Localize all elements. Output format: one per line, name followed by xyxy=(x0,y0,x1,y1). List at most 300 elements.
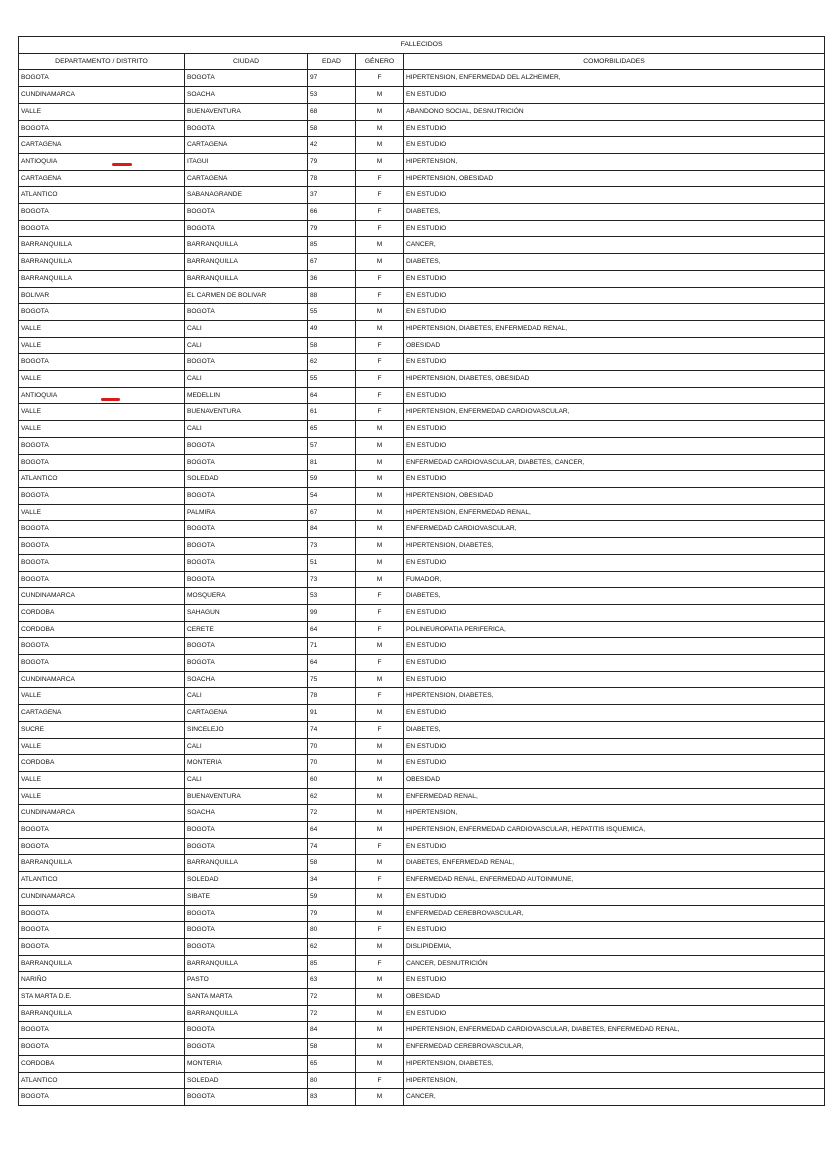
cell-genero: M xyxy=(356,805,404,822)
cell-departamento: BOGOTA xyxy=(19,938,185,955)
cell-edad: 66 xyxy=(308,204,356,221)
table-row xyxy=(19,989,825,1006)
highlight-mark xyxy=(112,163,132,166)
cell-departamento: VALLE xyxy=(19,771,185,788)
cell-comorbilidades: EN ESTUDIO xyxy=(404,354,825,371)
cell-comorbilidades: DIABETES, xyxy=(404,588,825,605)
cell-comorbilidades: POLINEUROPATIA PERIFERICA, xyxy=(404,621,825,638)
cell-edad: 74 xyxy=(308,721,356,738)
cell-ciudad: SOACHA xyxy=(185,671,308,688)
cell-genero: M xyxy=(356,771,404,788)
cell-ciudad: BOGOTA xyxy=(185,487,308,504)
cell-genero: M xyxy=(356,137,404,154)
table-row xyxy=(19,905,825,922)
cell-ciudad: BOGOTA xyxy=(185,120,308,137)
cell-genero: F xyxy=(356,588,404,605)
cell-comorbilidades: EN ESTUDIO xyxy=(404,287,825,304)
table-row xyxy=(19,103,825,120)
cell-ciudad: BOGOTA xyxy=(185,822,308,839)
cell-genero: F xyxy=(356,220,404,237)
cell-genero: M xyxy=(356,738,404,755)
table-row xyxy=(19,955,825,972)
table-row xyxy=(19,487,825,504)
cell-ciudad: BOGOTA xyxy=(185,220,308,237)
cell-departamento: VALLE xyxy=(19,788,185,805)
cell-edad: 84 xyxy=(308,521,356,538)
cell-genero: F xyxy=(356,371,404,388)
table-row xyxy=(19,354,825,371)
cell-comorbilidades: DIABETES, xyxy=(404,254,825,271)
cell-ciudad: MONTERIA xyxy=(185,1055,308,1072)
cell-ciudad: CALI xyxy=(185,320,308,337)
cell-ciudad: CALI xyxy=(185,688,308,705)
cell-ciudad: BUENAVENTURA xyxy=(185,103,308,120)
cell-edad: 51 xyxy=(308,554,356,571)
table-row xyxy=(19,287,825,304)
cell-edad: 75 xyxy=(308,671,356,688)
cell-edad: 36 xyxy=(308,270,356,287)
cell-ciudad: BOGOTA xyxy=(185,1089,308,1106)
header-ciudad: CIUDAD xyxy=(185,53,308,70)
cell-ciudad: BOGOTA xyxy=(185,304,308,321)
table-row xyxy=(19,270,825,287)
cell-departamento: VALLE xyxy=(19,504,185,521)
cell-ciudad: BARRANQUILLA xyxy=(185,270,308,287)
cell-edad: 61 xyxy=(308,404,356,421)
table-row xyxy=(19,237,825,254)
deaths-table-sheet xyxy=(18,36,824,1106)
table-row xyxy=(19,655,825,672)
cell-departamento: CORDOBA xyxy=(19,1055,185,1072)
cell-ciudad: PASTO xyxy=(185,972,308,989)
cell-edad: 57 xyxy=(308,437,356,454)
cell-ciudad: BOGOTA xyxy=(185,70,308,87)
cell-ciudad: SOLEDAD xyxy=(185,471,308,488)
cell-ciudad: CALI xyxy=(185,771,308,788)
cell-departamento: BARRANQUILLA xyxy=(19,1005,185,1022)
cell-comorbilidades: EN ESTUDIO xyxy=(404,421,825,438)
cell-comorbilidades: EN ESTUDIO xyxy=(404,655,825,672)
cell-departamento: BOGOTA xyxy=(19,922,185,939)
cell-genero: M xyxy=(356,822,404,839)
cell-comorbilidades: EN ESTUDIO xyxy=(404,755,825,772)
cell-edad: 55 xyxy=(308,371,356,388)
cell-departamento: BOGOTA xyxy=(19,204,185,221)
cell-genero: M xyxy=(356,755,404,772)
cell-ciudad: CERETE xyxy=(185,621,308,638)
cell-comorbilidades: ENFERMEDAD CARDIOVASCULAR, xyxy=(404,521,825,538)
cell-genero: M xyxy=(356,705,404,722)
cell-edad: 79 xyxy=(308,153,356,170)
cell-comorbilidades: EN ESTUDIO xyxy=(404,471,825,488)
cell-ciudad: SOACHA xyxy=(185,87,308,104)
cell-departamento: BOGOTA xyxy=(19,1089,185,1106)
cell-ciudad: SOLEDAD xyxy=(185,872,308,889)
table-row xyxy=(19,721,825,738)
cell-genero: M xyxy=(356,437,404,454)
table-row xyxy=(19,538,825,555)
table-row xyxy=(19,404,825,421)
cell-edad: 64 xyxy=(308,822,356,839)
table-row xyxy=(19,788,825,805)
cell-departamento: CORDOBA xyxy=(19,755,185,772)
cell-genero: M xyxy=(356,487,404,504)
cell-departamento: CUNDINAMARCA xyxy=(19,671,185,688)
cell-comorbilidades: HIPERTENSION, DIABETES, xyxy=(404,688,825,705)
table-row xyxy=(19,504,825,521)
cell-ciudad: CALI xyxy=(185,337,308,354)
cell-departamento: BOGOTA xyxy=(19,487,185,504)
cell-edad: 55 xyxy=(308,304,356,321)
cell-departamento: ANTIOQUIA xyxy=(19,387,185,404)
cell-edad: 53 xyxy=(308,87,356,104)
cell-comorbilidades: EN ESTUDIO xyxy=(404,1005,825,1022)
cell-edad: 71 xyxy=(308,638,356,655)
cell-ciudad: SANTA MARTA xyxy=(185,989,308,1006)
cell-ciudad: SABANAGRANDE xyxy=(185,187,308,204)
cell-departamento: BOGOTA xyxy=(19,70,185,87)
cell-genero: M xyxy=(356,471,404,488)
cell-genero: M xyxy=(356,571,404,588)
cell-genero: M xyxy=(356,671,404,688)
cell-comorbilidades: EN ESTUDIO xyxy=(404,705,825,722)
cell-comorbilidades: HIPERTENSION, ENFERMEDAD DEL ALZHEIMER, xyxy=(404,70,825,87)
cell-ciudad: MOSQUERA xyxy=(185,588,308,605)
cell-comorbilidades: EN ESTUDIO xyxy=(404,671,825,688)
cell-comorbilidades: FUMADOR, xyxy=(404,571,825,588)
cell-comorbilidades: CANCER, xyxy=(404,237,825,254)
table-row xyxy=(19,1005,825,1022)
cell-genero: F xyxy=(356,170,404,187)
cell-genero: M xyxy=(356,504,404,521)
cell-comorbilidades: DIABETES, xyxy=(404,721,825,738)
cell-ciudad: SOACHA xyxy=(185,805,308,822)
table-row xyxy=(19,521,825,538)
cell-departamento: CUNDINAMARCA xyxy=(19,87,185,104)
cell-comorbilidades: EN ESTUDIO xyxy=(404,838,825,855)
cell-ciudad: SAHAGUN xyxy=(185,604,308,621)
cell-comorbilidades: HIPERTENSION, ENFERMEDAD CARDIOVASCULAR, HEPATITIS ISQUEMICA, xyxy=(404,822,825,839)
cell-edad: 63 xyxy=(308,972,356,989)
table-row xyxy=(19,304,825,321)
cell-edad: 62 xyxy=(308,788,356,805)
table-row xyxy=(19,554,825,571)
cell-departamento: BOGOTA xyxy=(19,822,185,839)
cell-departamento: CUNDINAMARCA xyxy=(19,805,185,822)
cell-genero: F xyxy=(356,621,404,638)
cell-ciudad: EL CARMEN DE BOLIVAR xyxy=(185,287,308,304)
cell-departamento: CARTAGENA xyxy=(19,137,185,154)
cell-edad: 83 xyxy=(308,1089,356,1106)
cell-comorbilidades: HIPERTENSION, DIABETES, xyxy=(404,538,825,555)
cell-departamento: BOGOTA xyxy=(19,304,185,321)
cell-comorbilidades: HIPERTENSION, DIABETES, ENFERMEDAD RENAL, xyxy=(404,320,825,337)
cell-comorbilidades: EN ESTUDIO xyxy=(404,304,825,321)
table-body xyxy=(19,70,825,1106)
cell-edad: 97 xyxy=(308,70,356,87)
cell-edad: 64 xyxy=(308,655,356,672)
cell-ciudad: CARTAGENA xyxy=(185,705,308,722)
cell-edad: 58 xyxy=(308,1039,356,1056)
header-genero: GÉNERO xyxy=(356,53,404,70)
cell-edad: 62 xyxy=(308,354,356,371)
cell-ciudad: BARRANQUILLA xyxy=(185,955,308,972)
table-title-row xyxy=(19,37,825,54)
cell-departamento: BOGOTA xyxy=(19,638,185,655)
table-row xyxy=(19,437,825,454)
cell-departamento: BOGOTA xyxy=(19,538,185,555)
cell-comorbilidades: OBESIDAD xyxy=(404,337,825,354)
cell-edad: 73 xyxy=(308,538,356,555)
table-row xyxy=(19,771,825,788)
cell-genero: M xyxy=(356,538,404,555)
cell-genero: F xyxy=(356,270,404,287)
cell-comorbilidades: ABANDONO SOCIAL, DESNUTRICIÓN xyxy=(404,103,825,120)
table-row xyxy=(19,1039,825,1056)
cell-genero: M xyxy=(356,87,404,104)
cell-departamento: BOGOTA xyxy=(19,354,185,371)
cell-departamento: BOGOTA xyxy=(19,1039,185,1056)
cell-ciudad: SINCELEJO xyxy=(185,721,308,738)
cell-genero: F xyxy=(356,655,404,672)
cell-departamento: BARRANQUILLA xyxy=(19,237,185,254)
cell-genero: M xyxy=(356,638,404,655)
cell-departamento: CARTAGENA xyxy=(19,170,185,187)
cell-comorbilidades: EN ESTUDIO xyxy=(404,888,825,905)
cell-comorbilidades: EN ESTUDIO xyxy=(404,120,825,137)
cell-departamento: BOGOTA xyxy=(19,454,185,471)
cell-departamento: ATLANTICO xyxy=(19,872,185,889)
cell-genero: F xyxy=(356,404,404,421)
table-row xyxy=(19,638,825,655)
cell-departamento: BOGOTA xyxy=(19,1022,185,1039)
cell-departamento: CORDOBA xyxy=(19,621,185,638)
cell-edad: 59 xyxy=(308,888,356,905)
cell-departamento: ANTIOQUIA xyxy=(19,153,185,170)
cell-genero: F xyxy=(356,688,404,705)
cell-genero: M xyxy=(356,1055,404,1072)
cell-comorbilidades: HIPERTENSION, xyxy=(404,1072,825,1089)
cell-departamento: NARIÑO xyxy=(19,972,185,989)
table-row xyxy=(19,254,825,271)
cell-edad: 84 xyxy=(308,1022,356,1039)
cell-genero: F xyxy=(356,287,404,304)
cell-genero: M xyxy=(356,554,404,571)
header-comorbilidades: COMORBILIDADES xyxy=(404,53,825,70)
cell-comorbilidades: EN ESTUDIO xyxy=(404,972,825,989)
cell-ciudad: BARRANQUILLA xyxy=(185,254,308,271)
cell-departamento: BARRANQUILLA xyxy=(19,254,185,271)
cell-departamento: STA MARTA D.E. xyxy=(19,989,185,1006)
table-row xyxy=(19,604,825,621)
cell-departamento: ATLANTICO xyxy=(19,1072,185,1089)
cell-departamento: BOGOTA xyxy=(19,120,185,137)
cell-departamento: CUNDINAMARCA xyxy=(19,588,185,605)
table-row xyxy=(19,738,825,755)
cell-edad: 88 xyxy=(308,287,356,304)
cell-genero: M xyxy=(356,254,404,271)
cell-departamento: VALLE xyxy=(19,103,185,120)
cell-ciudad: SIBATE xyxy=(185,888,308,905)
cell-comorbilidades: EN ESTUDIO xyxy=(404,922,825,939)
cell-ciudad: BARRANQUILLA xyxy=(185,855,308,872)
cell-ciudad: BOGOTA xyxy=(185,354,308,371)
cell-edad: 65 xyxy=(308,1055,356,1072)
cell-genero: F xyxy=(356,204,404,221)
cell-genero: M xyxy=(356,153,404,170)
cell-ciudad: BOGOTA xyxy=(185,655,308,672)
table-row xyxy=(19,855,825,872)
cell-ciudad: PALMIRA xyxy=(185,504,308,521)
cell-genero: M xyxy=(356,237,404,254)
cell-edad: 85 xyxy=(308,955,356,972)
cell-ciudad: BOGOTA xyxy=(185,922,308,939)
cell-comorbilidades: CANCER, xyxy=(404,1089,825,1106)
cell-edad: 37 xyxy=(308,187,356,204)
highlight-mark xyxy=(101,398,120,401)
cell-ciudad: BUENAVENTURA xyxy=(185,788,308,805)
cell-comorbilidades: HIPERTENSION, ENFERMEDAD CARDIOVASCULAR, DIABETES, ENFERMEDAD RENAL, xyxy=(404,1022,825,1039)
cell-ciudad: BOGOTA xyxy=(185,454,308,471)
cell-edad: 91 xyxy=(308,705,356,722)
cell-genero: M xyxy=(356,855,404,872)
table-title: FALLECIDOS xyxy=(19,37,825,54)
cell-departamento: VALLE xyxy=(19,320,185,337)
table-row xyxy=(19,705,825,722)
cell-comorbilidades: EN ESTUDIO xyxy=(404,87,825,104)
table-row xyxy=(19,153,825,170)
table-row xyxy=(19,938,825,955)
cell-edad: 67 xyxy=(308,504,356,521)
cell-ciudad: CALI xyxy=(185,421,308,438)
cell-ciudad: MONTERIA xyxy=(185,755,308,772)
cell-ciudad: ITAGUI xyxy=(185,153,308,170)
cell-departamento: BOGOTA xyxy=(19,554,185,571)
cell-departamento: BOGOTA xyxy=(19,838,185,855)
cell-edad: 78 xyxy=(308,170,356,187)
table-row xyxy=(19,454,825,471)
cell-edad: 65 xyxy=(308,421,356,438)
cell-departamento: BARRANQUILLA xyxy=(19,270,185,287)
table-row xyxy=(19,320,825,337)
table-row xyxy=(19,220,825,237)
cell-comorbilidades: DISLIPIDEMIA, xyxy=(404,938,825,955)
cell-ciudad: BOGOTA xyxy=(185,638,308,655)
cell-edad: 53 xyxy=(308,588,356,605)
cell-ciudad: BARRANQUILLA xyxy=(185,237,308,254)
table-row xyxy=(19,755,825,772)
cell-comorbilidades: EN ESTUDIO xyxy=(404,554,825,571)
cell-comorbilidades: EN ESTUDIO xyxy=(404,638,825,655)
cell-genero: M xyxy=(356,421,404,438)
cell-edad: 58 xyxy=(308,120,356,137)
cell-genero: M xyxy=(356,989,404,1006)
cell-departamento: ATLANTICO xyxy=(19,187,185,204)
cell-edad: 42 xyxy=(308,137,356,154)
cell-comorbilidades: EN ESTUDIO xyxy=(404,220,825,237)
cell-edad: 85 xyxy=(308,237,356,254)
cell-genero: M xyxy=(356,938,404,955)
cell-departamento: BARRANQUILLA xyxy=(19,955,185,972)
cell-edad: 72 xyxy=(308,1005,356,1022)
cell-genero: M xyxy=(356,120,404,137)
cell-genero: F xyxy=(356,604,404,621)
table-row xyxy=(19,137,825,154)
cell-comorbilidades: HIPERTENSION, DIABETES, OBESIDAD xyxy=(404,371,825,388)
cell-departamento: VALLE xyxy=(19,688,185,705)
cell-genero: F xyxy=(356,922,404,939)
cell-departamento: BARRANQUILLA xyxy=(19,855,185,872)
cell-edad: 49 xyxy=(308,320,356,337)
cell-comorbilidades: EN ESTUDIO xyxy=(404,137,825,154)
cell-comorbilidades: OBESIDAD xyxy=(404,989,825,1006)
cell-departamento: VALLE xyxy=(19,337,185,354)
cell-genero: F xyxy=(356,955,404,972)
cell-genero: F xyxy=(356,187,404,204)
cell-comorbilidades: ENFERMEDAD RENAL, ENFERMEDAD AUTOINMUNE, xyxy=(404,872,825,889)
cell-genero: F xyxy=(356,70,404,87)
cell-edad: 79 xyxy=(308,905,356,922)
cell-genero: F xyxy=(356,838,404,855)
cell-comorbilidades: DIABETES, ENFERMEDAD RENAL, xyxy=(404,855,825,872)
cell-departamento: CARTAGENA xyxy=(19,705,185,722)
cell-ciudad: BOGOTA xyxy=(185,938,308,955)
cell-departamento: BOGOTA xyxy=(19,521,185,538)
cell-genero: M xyxy=(356,304,404,321)
cell-ciudad: BOGOTA xyxy=(185,1022,308,1039)
cell-edad: 70 xyxy=(308,738,356,755)
cell-ciudad: BOGOTA xyxy=(185,204,308,221)
cell-departamento: BOGOTA xyxy=(19,905,185,922)
cell-edad: 60 xyxy=(308,771,356,788)
cell-departamento: CUNDINAMARCA xyxy=(19,888,185,905)
cell-comorbilidades: EN ESTUDIO xyxy=(404,604,825,621)
cell-ciudad: BOGOTA xyxy=(185,571,308,588)
table-row xyxy=(19,838,825,855)
cell-genero: M xyxy=(356,888,404,905)
cell-genero: M xyxy=(356,788,404,805)
cell-ciudad: BUENAVENTURA xyxy=(185,404,308,421)
table-row xyxy=(19,87,825,104)
cell-genero: F xyxy=(356,1072,404,1089)
cell-ciudad: MEDELLIN xyxy=(185,387,308,404)
cell-edad: 68 xyxy=(308,103,356,120)
cell-edad: 64 xyxy=(308,621,356,638)
cell-comorbilidades: ENFERMEDAD CEREBROVASCULAR, xyxy=(404,905,825,922)
cell-edad: 79 xyxy=(308,220,356,237)
cell-edad: 73 xyxy=(308,571,356,588)
cell-departamento: VALLE xyxy=(19,738,185,755)
cell-genero: M xyxy=(356,103,404,120)
cell-comorbilidades: EN ESTUDIO xyxy=(404,187,825,204)
cell-genero: M xyxy=(356,454,404,471)
cell-edad: 62 xyxy=(308,938,356,955)
deaths-table xyxy=(18,36,825,1106)
table-row xyxy=(19,621,825,638)
cell-edad: 58 xyxy=(308,337,356,354)
cell-departamento: ATLANTICO xyxy=(19,471,185,488)
cell-comorbilidades: ENFERMEDAD CARDIOVASCULAR, DIABETES, CANCER, xyxy=(404,454,825,471)
table-header-row xyxy=(19,53,825,70)
cell-edad: 67 xyxy=(308,254,356,271)
cell-comorbilidades: EN ESTUDIO xyxy=(404,738,825,755)
cell-edad: 59 xyxy=(308,471,356,488)
cell-comorbilidades: ENFERMEDAD CEREBROVASCULAR, xyxy=(404,1039,825,1056)
table-row xyxy=(19,1055,825,1072)
cell-genero: M xyxy=(356,972,404,989)
table-row xyxy=(19,671,825,688)
cell-departamento: BOGOTA xyxy=(19,571,185,588)
